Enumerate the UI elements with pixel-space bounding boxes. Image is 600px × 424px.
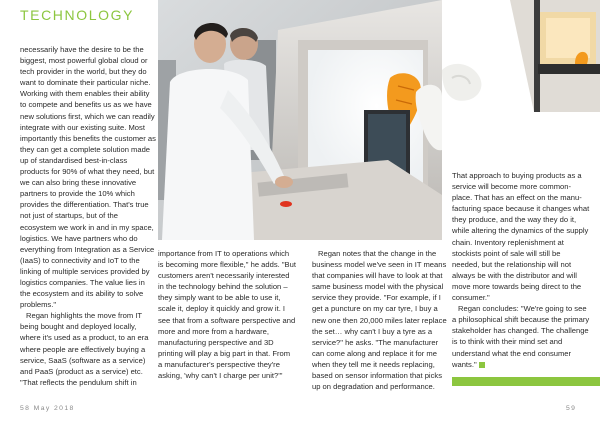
page-footer-right: 59 [566, 405, 577, 412]
paragraph: Regan notes that the change in the business model we've seen in IT means that companies will have to look at that same business model with the physical service they provide. "For example, if I get a puncture on my car tyre, I buy a new one then 20,000 miles later replace the set… why can't I buy a tyre as a service?" he asks. "The manufacturer can come along and replace it for me when they tell me it needs replacing, based on sensor information that picks up on degradation and performance. [312, 249, 447, 392]
article-column-2 [158, 248, 296, 381]
end-of-article-mark [479, 362, 485, 368]
article-column-3 [312, 248, 449, 392]
paragraph: Regan highlights the move from IT being bought and deployed locally, where it's used as a product, to an era where people are effectively buying a service, SaaS (software as a service) and PaaS (product as a service) etc. "That reflects the pendulum shift in [20, 311, 149, 387]
article-column-1 [20, 44, 156, 388]
closing-paragraph-text: Regan concludes: "We're going to see a philosophical shift because the primary stakeholder has changed. The challenge is to think with their mind set and understand what the end consumer wants." [452, 304, 590, 369]
3d-printer-image [442, 0, 600, 112]
lab-photo [158, 0, 442, 240]
section-title: TECHNOLOGY [20, 7, 135, 23]
paragraph: importance from IT to operations which is becoming more flexible," he adds. "But customers aren't necessarily interested in the technology behind the solution – they simply want to be able to use it, scale it, deploy it quickly and grow it. I see that from a software perspective and more and more from a hardware, manufacturing perspective and 3D printing will play a big part in that. From a manufacturer's perspective they're asking, 'why can't I charge per unit?'" [158, 249, 296, 381]
page-footer-left: 58 May 2018 [20, 405, 75, 412]
article-column-4 [452, 170, 590, 370]
paragraph: necessarily have the desire to be the biggest, most powerful global cloud or tech provider in the world, but they do want to dominate their particular niche. Working with them enables their ability to compete and benefits us as we have new solutions first, which we can readily integrate with our existing suite. Most importantly this benefits the customer as they can get a complete solution made up of standardised best-in-class products for 90% of what they need, but we can also bring these innovative partners to provide the 10% which provides the differentiation. That's true not just of startups, but of the ecosystem we work in and in my space, logistics. We have partners who do everything from Integration as a Service (IaaS) to connectivity and IoT to the linking of multiple services provided by logistics companies. The value lies in the ecosystem and its ability to solve problems." [20, 45, 156, 310]
paragraph [452, 303, 590, 370]
3d-printing-lab-image [158, 0, 442, 240]
printer-photo [442, 0, 600, 112]
accent-bar [452, 377, 600, 386]
paragraph: That approach to buying products as a service will become more common-place. That has an effect on the manu-facturing space because it changes what they produce, and the way they do it, while altering the dynamics of the supply chain. Inventory replenishment at stockists point of sale will still be needed, but the relationship will not always be with the distributor and will move more towards being direct to the consumer." [452, 171, 590, 303]
